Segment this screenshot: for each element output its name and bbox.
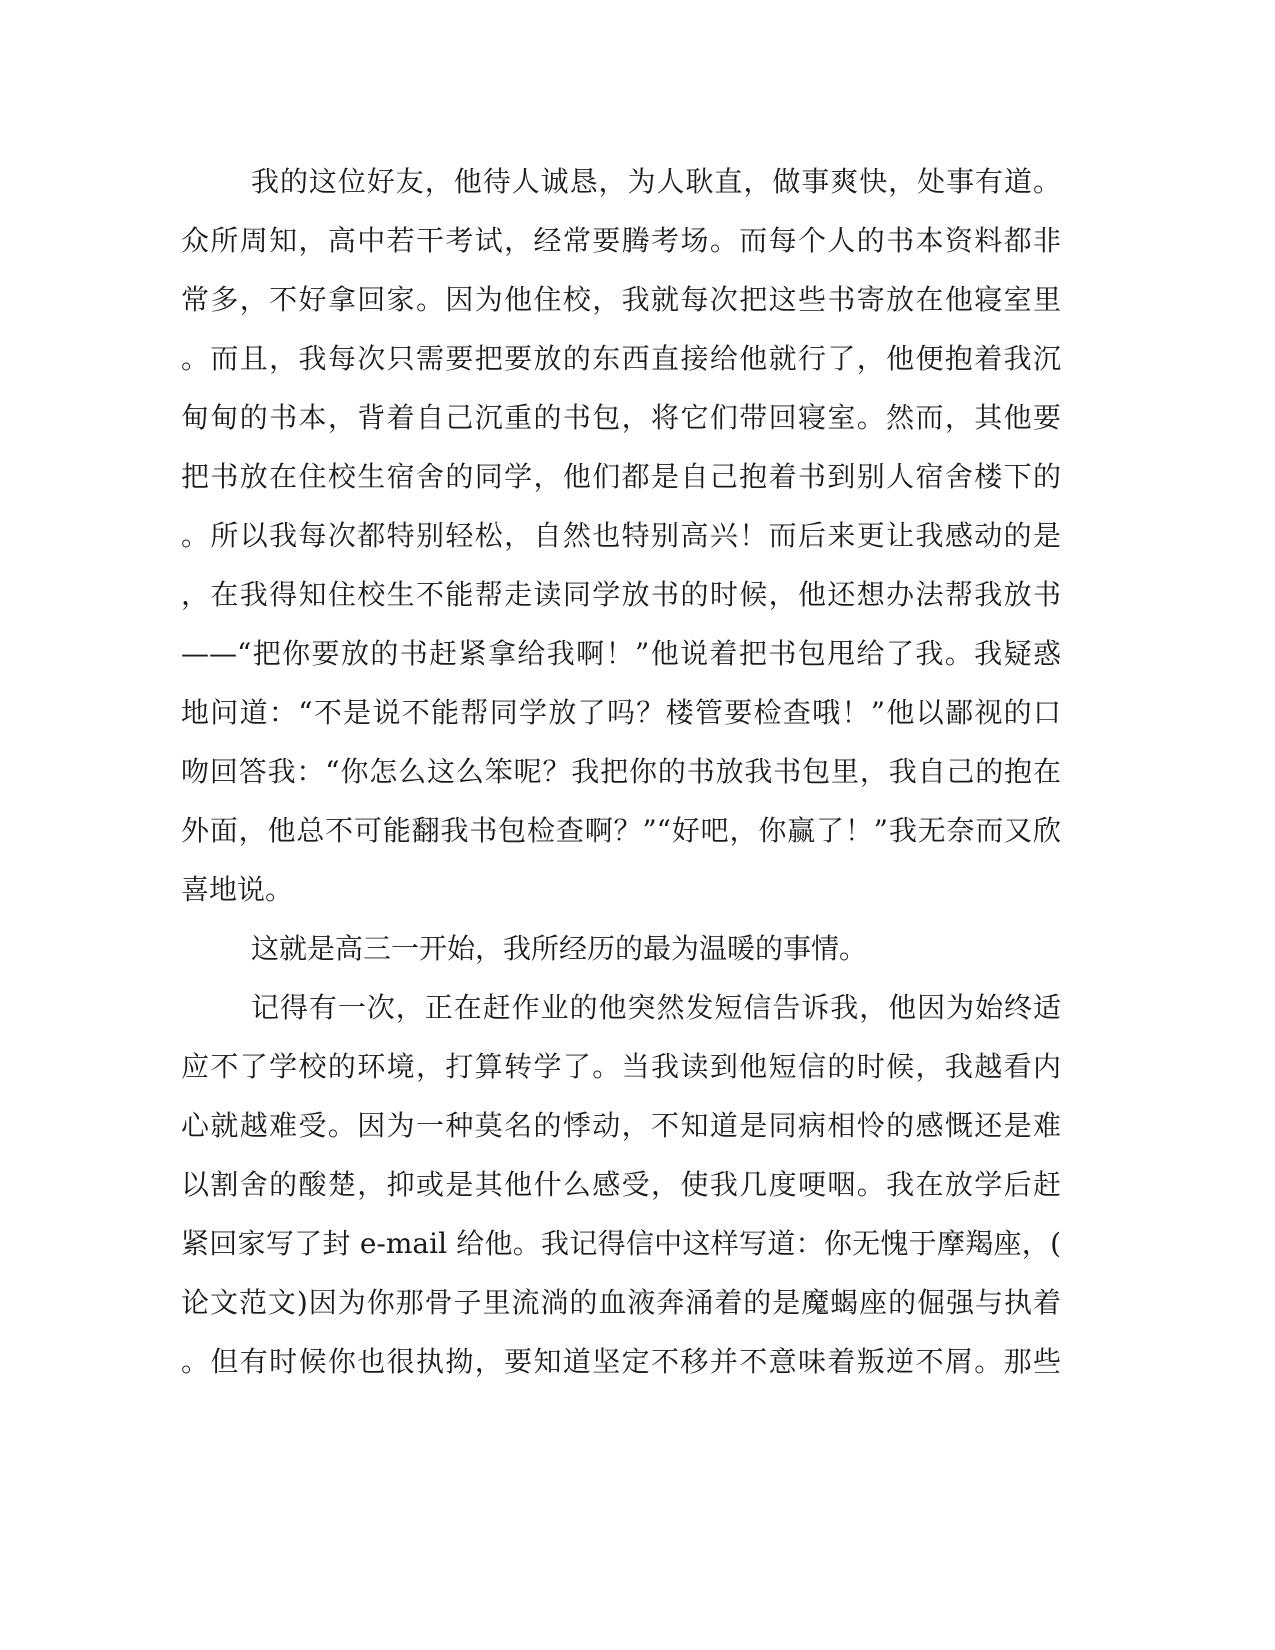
text-line: 心就越难受。因为一种莫名的悸动，不知道是同病相怜的感慨还是难	[181, 1109, 1061, 1142]
text-line: 应不了学校的环境，打算转学了。当我读到他短信的时候，我越看内	[181, 1050, 1061, 1083]
text-line: 。所以我每次都特别轻松，自然也特别高兴！而后来更让我感动的是	[181, 519, 1061, 552]
text-line: 记得有一次，正在赶作业的他突然发短信告诉我，他因为始终适	[251, 991, 1061, 1024]
text-line: 。但有时候你也很执拗，要知道坚定不移并不意味着叛逆不屑。那些	[181, 1345, 1061, 1378]
text-line: 常多，不好拿回家。因为他住校，我就每次把这些书寄放在他寝室里	[181, 283, 1061, 316]
text-line: 我的这位好友，他待人诚恳，为人耿直，做事爽快，处事有道。	[251, 165, 1061, 198]
text-line: 以割舍的酸楚，抑或是其他什么感受，使我几度哽咽。我在放学后赶	[181, 1168, 1061, 1201]
text-line: 吻回答我：“你怎么这么笨呢？我把你的书放我书包里，我自己的抱在	[181, 755, 1061, 788]
text-line: 。而且，我每次只需要把要放的东西直接给他就行了，他便抱着我沉	[181, 342, 1061, 375]
text-line: 众所周知，高中若干考试，经常要腾考场。而每个人的书本资料都非	[181, 224, 1061, 257]
text-line: 紧回家写了封 e-mail 给他。我记得信中这样写道：你无愧于摩羯座，(	[181, 1227, 1061, 1260]
text-line: 把书放在住校生宿舍的同学，他们都是自己抱着书到别人宿舍楼下的	[181, 460, 1061, 493]
text-line: 外面，他总不可能翻我书包检查啊？”“好吧，你赢了！”我无奈而又欣	[181, 814, 1061, 847]
text-line: 这就是高三一开始，我所经历的最为温暖的事情。	[251, 932, 868, 965]
text-line: ，在我得知住校生不能帮走读同学放书的时候，他还想办法帮我放书	[181, 578, 1061, 611]
text-line: 地问道：“不是说不能帮同学放了吗？楼管要检查哦！”他以鄙视的口	[181, 696, 1061, 729]
text-line: ——“把你要放的书赶紧拿给我啊！”他说着把书包甩给了我。我疑惑	[181, 637, 1061, 670]
text-line: 喜地说。	[181, 873, 294, 906]
text-line: 论文范文)因为你那骨子里流淌的血液奔涌着的是魔蝎座的倔强与执着	[181, 1286, 1061, 1319]
text-line: 甸甸的书本，背着自己沉重的书包，将它们带回寝室。然而，其他要	[181, 401, 1061, 434]
